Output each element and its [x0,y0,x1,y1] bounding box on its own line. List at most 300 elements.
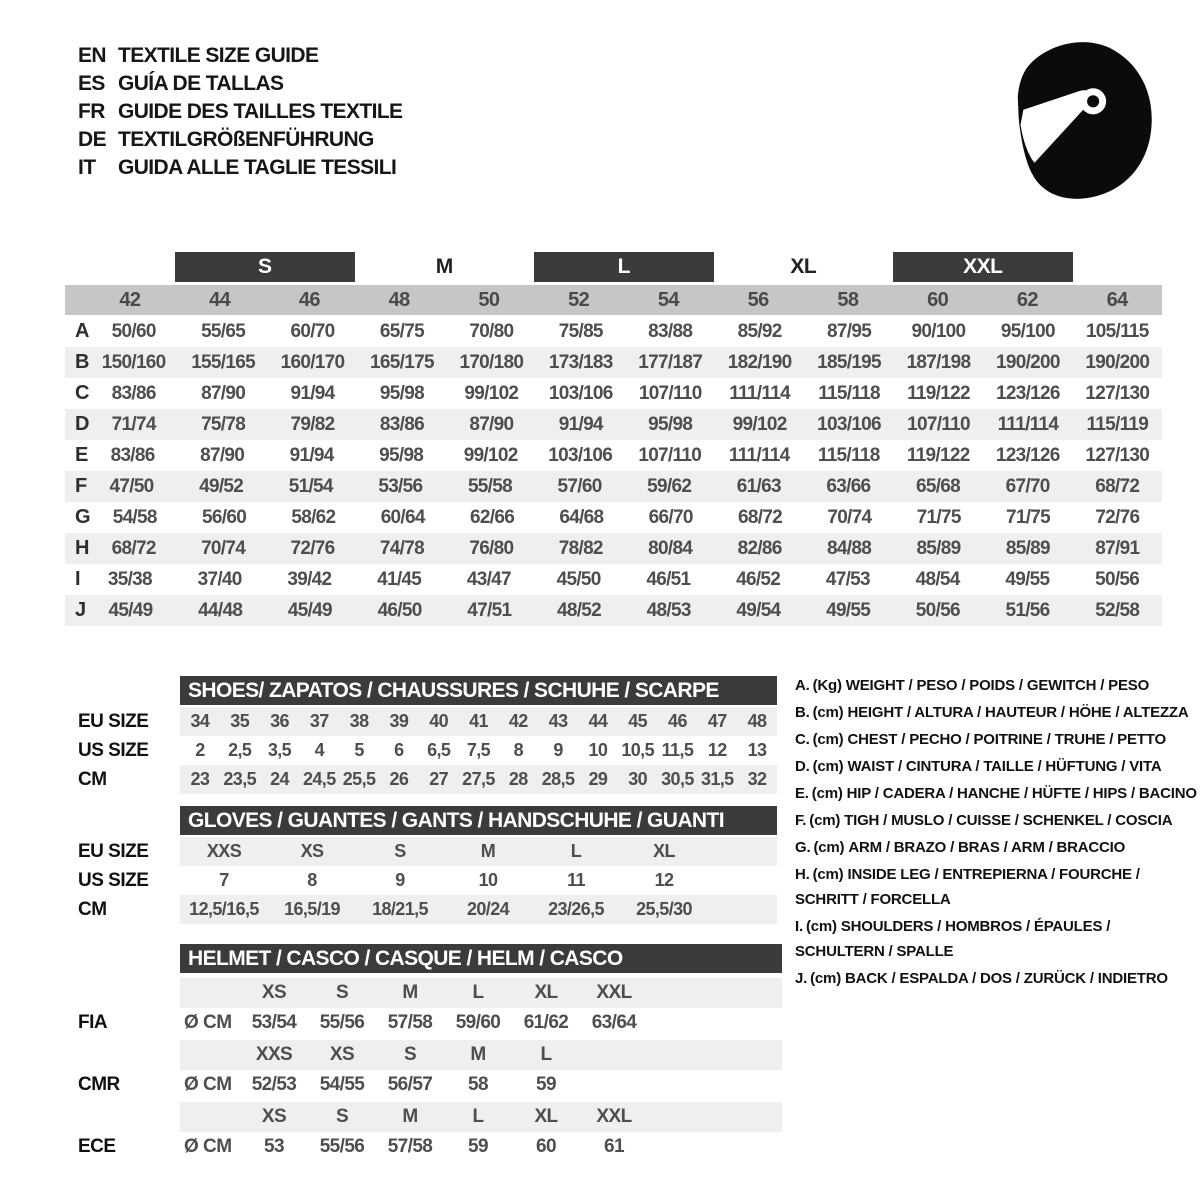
helmet-size-label: M [402,982,418,1003]
helmet-size-label: XS [261,982,287,1003]
glove-us-size: 8 [307,870,317,890]
legend-text: HEIGHT / ALTURA / HAUTEUR / HÖHE / ALTEZZA [847,704,1189,721]
size-group-xxl: XXL [893,252,1073,282]
size-cell: 71/75 [1005,506,1051,528]
size-header-cell: 58 [837,288,859,311]
size-cell: 103/106 [817,413,881,435]
helmet-ece-sizes [240,1102,648,1132]
size-cell: 46/50 [377,599,422,621]
glove-cm-size: 25,5/30 [636,899,692,919]
size-cell: 60/64 [380,506,425,528]
glove-us-size: 10 [478,870,498,890]
helmet-cmr-sizes [240,1040,580,1070]
size-cell: 173/183 [548,351,613,373]
size-cell: 182/190 [727,351,792,373]
legend-item [795,835,1200,860]
shoe-cm-size: 24 [270,769,289,789]
glove-cm-size: 16,5/19 [284,899,340,919]
shoe-us-size: 2 [195,740,205,760]
size-cell: 103/106 [548,444,613,466]
size-cell: 45/49 [108,599,153,621]
size-cell: 46/52 [736,568,781,590]
language-title: GUÍA DE TALLAS [118,72,284,95]
legend-text: INSIDE LEG / ENTREPIERNA / FOURCHE / [847,866,1140,883]
shoe-cm-size: 29 [588,769,608,789]
legend-unit: (cm) [812,866,844,883]
shoe-cm-size: 31,5 [700,769,734,789]
size-cell: 127/130 [1085,382,1150,404]
size-cell: 43/47 [466,568,511,590]
glove-eu-size: L [570,841,582,861]
size-cell: 95/98 [648,413,693,435]
size-cell: 83/86 [110,444,155,466]
shoe-eu-size: 35 [230,711,250,731]
size-group-spacer [65,252,175,282]
size-table-body [65,316,1162,626]
legend-unit: (cm) [812,704,844,721]
legend-key: G. [795,839,811,856]
legend-unit: (cm) [812,758,844,775]
helmet-size-value: 63/64 [591,1012,637,1033]
shoe-cm-size: 30,5 [661,769,694,789]
language-title: GUIDA ALLE TAGLIE TESSILI [118,156,397,179]
helmet-size-value: 55/56 [319,1136,365,1157]
row-letter: I [75,568,81,590]
size-cell: 51/54 [288,475,333,497]
size-cell: 68/72 [1095,475,1140,497]
language-row [78,70,402,98]
helmet-size-value: 53/54 [251,1012,297,1033]
size-cell: 50/60 [111,320,156,342]
legend-item [795,700,1200,725]
shoe-cm-size: 23,5 [223,769,257,789]
helmet-ece-values-row [180,1132,782,1162]
size-cell: 155/165 [191,351,255,373]
size-cell: 46/51 [646,568,691,590]
size-cell: 59/62 [647,475,692,497]
size-cell: 35/38 [107,568,152,590]
helmet-size-value: 58 [468,1074,488,1095]
helmet-fia-values-row [180,1008,782,1038]
size-cell: 70/74 [201,537,246,559]
helmet-cmr-sizes-row [180,1040,782,1070]
shoe-eu-size: 36 [270,711,289,731]
language-code: IT [78,156,96,179]
size-cell: 83/86 [111,382,156,404]
size-cell: 111/114 [997,413,1059,435]
table-row [65,409,1162,440]
size-cell: 65/68 [915,475,961,497]
shoe-cm-size: 26 [389,769,409,789]
legend-key: A. [795,677,810,694]
size-cell: 119/122 [907,382,970,404]
gloves-eu-row [180,837,777,866]
gloves-us-size-label: US SIZE [78,869,149,891]
language-code: ES [78,72,105,95]
row-letter: D [75,413,89,435]
language-row [78,126,402,154]
helmet-size-label: XS [261,1106,287,1127]
helmet-size-value: 61/62 [523,1012,569,1033]
size-group-spacer [1073,252,1163,282]
size-cell: 71/75 [916,506,961,528]
size-cell: 53/56 [378,475,423,497]
size-cell: 160/170 [280,351,345,373]
helmet-size-value: 59 [468,1136,488,1157]
size-cell: 78/82 [558,537,603,559]
glove-cm-size: 20/24 [466,899,510,919]
size-cell: 187/198 [906,351,971,373]
shoes-us-size-label: US SIZE [78,739,149,761]
helmet-section-header: HELMET / CASCO / CASQUE / HELM / CASCO [180,944,782,973]
helmet-size-label: L [472,1106,484,1127]
glove-us-size: 7 [219,870,229,890]
helmet-size-label: M [402,1106,418,1127]
textile-size-table [65,252,1162,626]
helmet-size-value: 60 [536,1136,556,1157]
size-cell: 67/70 [1005,475,1050,497]
size-cell: 95/98 [379,382,424,404]
size-cell: 72/76 [1095,506,1140,528]
size-cell: 123/126 [995,444,1060,466]
size-cell: 66/70 [648,506,693,528]
shoe-eu-size: 34 [190,711,210,731]
measurement-legend [795,673,1200,993]
helmet-size-label: XXS [255,1044,293,1065]
legend-item [795,673,1200,698]
size-cell: 107/110 [907,413,970,435]
shoe-cm-size: 28 [508,769,528,789]
table-row [65,533,1162,564]
legend-item [795,727,1200,752]
shoe-us-size: 2,5 [228,740,252,760]
language-row [78,42,402,70]
language-title: GUIDE DES TAILLES TEXTILE [118,100,403,123]
size-cell: 107/110 [638,444,702,466]
size-cell: 58/62 [291,506,336,528]
size-cell: 82/86 [737,537,782,559]
shoe-us-size: 8 [513,740,523,760]
size-cell: 61/63 [736,475,781,497]
size-cell: 190/200 [1085,351,1150,373]
size-header-cell: 44 [209,288,231,311]
size-cell: 119/122 [906,444,970,466]
size-cell: 60/70 [290,320,335,342]
size-cell: 80/84 [648,537,693,559]
glove-eu-size: M [480,841,496,861]
size-cell: 75/85 [558,320,603,342]
glove-cm-size: 18/21,5 [372,899,428,919]
helmet-size-label: L [472,982,484,1003]
legend-text-line2: SCHULTERN / SPALLE [795,943,954,960]
size-cell: 185/195 [817,351,881,373]
legend-unit: (cm) [812,731,844,748]
size-header-cell: 54 [657,288,679,311]
shoes-section-header: SHOES/ ZAPATOS / CHAUSSURES / SCHUHE / SCARPE [180,676,777,705]
size-cell: 44/48 [198,599,243,621]
size-cell: 68/72 [111,537,156,559]
size-cell: 111/114 [728,444,790,466]
size-header-cells [85,285,1162,315]
shoe-eu-size: 37 [309,711,329,731]
helmet-size-label: XXL [596,982,632,1003]
size-header-cell: 64 [1106,288,1128,311]
shoe-us-size: 3,5 [267,740,292,760]
size-cell: 68/72 [738,506,783,528]
legend-text: SHOULDERS / HOMBROS / ÉPAULES / [840,918,1111,935]
gloves-section-header: GLOVES / GUANTES / GANTS / HANDSCHUHE / GUANTI [180,806,777,835]
size-header-cell: 48 [388,288,410,311]
table-row [65,564,1162,595]
glove-eu-size: XL [653,841,675,861]
helmet-ece-values [240,1132,648,1162]
glove-cm-size: 12,5/16,5 [189,899,259,919]
size-cell: 63/66 [826,475,871,497]
row-letter: F [75,475,87,497]
size-cell: 115/119 [1086,413,1149,435]
size-cell: 85/89 [916,537,961,559]
language-title: TEXTILE SIZE GUIDE [118,44,319,67]
size-cell: 47/50 [109,475,154,497]
gloves-cm-row [180,895,777,924]
helmet-cmr-values-row [180,1070,782,1100]
legend-unit: (cm) [805,918,837,935]
size-cell: 190/200 [995,351,1060,373]
shoes-cm-row [180,765,777,794]
shoe-us-size: 6 [394,740,404,760]
legend-key: F. [795,812,807,829]
racing-helmet-icon [972,26,1164,212]
size-cell: 87/90 [201,382,246,404]
size-cell: 76/80 [469,537,514,559]
size-cell: 47/51 [467,599,512,621]
size-cell: 64/68 [559,506,604,528]
size-cell: 91/94 [290,382,335,404]
language-row [78,154,402,182]
size-group-m: M [435,255,453,278]
helmet-size-value: 54/55 [319,1074,365,1095]
shoe-eu-size: 45 [628,711,648,731]
size-cell: 99/102 [464,382,519,404]
shoe-cm-size: 32 [747,769,767,789]
table-row [65,347,1162,378]
legend-text-line2: SCHRITT / FORCELLA [795,891,951,908]
size-cell: 57/60 [557,475,602,497]
helmet-size-value: 57/58 [387,1012,433,1033]
legend-unit: (cm) [813,839,845,856]
diameter-cm-label: Ø CM [184,1074,232,1095]
helmet-size-label: M [470,1044,486,1065]
size-cell: 87/91 [1095,537,1140,559]
size-cell: 95/98 [379,444,424,466]
language-code: DE [78,128,106,151]
legend-unit: (cm) [810,970,841,987]
gloves-eu-size-label: EU SIZE [78,840,149,862]
table-row [65,440,1162,471]
table-row [65,378,1162,409]
size-cell: 84/88 [827,537,872,559]
legend-item [795,754,1200,779]
size-cell: 49/54 [736,599,781,621]
glove-eu-size: S [394,841,406,861]
row-letter: B [75,351,89,373]
size-cell: 111/114 [729,382,790,404]
shoe-us-size: 13 [747,740,767,760]
helmet-size-value: 59 [536,1074,556,1095]
ece-standard-label: ECE [78,1136,116,1157]
helmet-size-label: XXL [596,1106,632,1127]
glove-us-size: 12 [654,870,674,890]
shoe-us-size: 4 [314,740,324,760]
size-cell: 87/90 [469,413,514,435]
size-cell: 105/115 [1085,320,1149,342]
legend-text: BACK / ESPALDA / DOS / ZURÜCK / INDIETRO [845,970,1168,987]
size-cell: 45/49 [287,599,332,621]
legend-item [795,914,1200,964]
legend-text: TIGH / MUSLO / CUISSE / SCHENKEL / COSCIA [844,812,1173,829]
legend-item [795,862,1200,912]
helmet-size-label: XS [329,1044,355,1065]
shoe-us-size: 6,5 [427,740,451,760]
size-header-cell: 56 [747,288,769,311]
size-cell: 74/78 [379,537,424,559]
shoe-us-size: 10,5 [621,740,654,760]
size-cell: 72/76 [290,537,335,559]
legend-item [795,781,1200,806]
shoe-cm-size: 24,5 [302,769,336,789]
shoes-cm-label: CM [78,768,107,790]
shoe-eu-size: 41 [469,711,488,731]
helmet-size-label: S [403,1044,417,1065]
table-row [65,316,1162,347]
size-cell: 177/187 [638,351,703,373]
size-cell: 107/110 [638,382,702,404]
helmet-size-value: 61 [604,1136,624,1157]
fia-standard-label: FIA [78,1012,108,1033]
size-cell: 87/90 [200,444,245,466]
size-cell: 55/65 [201,320,246,342]
shoe-eu-size: 47 [707,711,727,731]
language-list [78,42,402,182]
size-cell: 51/56 [1005,599,1050,621]
legend-text: ARM / BRAZO / BRAS / ARM / BRACCIO [848,839,1126,856]
size-cell: 170/180 [459,351,524,373]
row-letter: E [75,444,88,466]
shoe-eu-size: 42 [508,711,528,731]
size-cell: 47/53 [825,568,870,590]
size-cell: 123/126 [995,382,1060,404]
size-cell: 91/94 [289,444,334,466]
cmr-standard-label: CMR [78,1074,120,1095]
shoe-cm-size: 23 [190,769,210,789]
gloves-cm-label: CM [78,898,107,920]
size-cell: 85/92 [737,320,782,342]
size-cell: 50/56 [915,599,960,621]
legend-key: B. [795,704,810,721]
size-cell: 48/52 [556,599,602,621]
legend-unit: (cm) [809,812,841,829]
shoe-eu-size: 46 [668,711,687,731]
size-cell: 83/88 [648,320,693,342]
shoe-cm-size: 27,5 [462,769,495,789]
shoe-us-size: 5 [354,740,364,760]
helmet-size-label: L [540,1044,552,1065]
legend-unit: (Kg) [812,677,842,694]
size-cell: 49/52 [199,475,244,497]
legend-text: WAIST / CINTURA / TAILLE / HÜFTUNG / VITA [847,758,1162,775]
size-cell: 50/56 [1095,568,1140,590]
shoe-eu-size: 48 [747,711,767,731]
size-header-cell: 50 [478,288,500,311]
size-cell: 56/60 [202,506,247,528]
size-cell: 115/118 [818,382,880,404]
size-cell: 52/58 [1095,599,1140,621]
size-header-cell: 46 [298,288,320,311]
size-group-s: S [175,252,355,282]
size-cell: 49/55 [1005,568,1050,590]
size-cell: 48/54 [915,568,960,590]
row-letter: J [75,599,86,621]
size-cell: 62/66 [470,506,515,528]
shoe-eu-size: 44 [588,711,608,731]
diameter-cm-label: Ø CM [184,1136,232,1157]
language-row [78,98,402,126]
glove-eu-size: XXS [206,841,242,861]
row-letter: A [75,320,89,342]
glove-us-size: 9 [395,870,405,890]
helmet-size-value: 59/60 [455,1012,501,1033]
shoes-eu-row [180,707,777,736]
legend-key: C. [795,731,810,748]
size-header-cell: 60 [927,288,949,311]
size-cell: 70/74 [827,506,872,528]
legend-item [795,808,1200,833]
size-cell: 165/175 [370,351,434,373]
language-title: TEXTILGRÖßENFÜHRUNG [118,128,374,151]
legend-unit: (cm) [811,785,843,802]
size-header-row [65,285,1162,315]
shoe-us-size: 7,5 [466,740,491,760]
shoe-us-size: 11,5 [661,740,694,760]
shoe-eu-size: 43 [548,711,568,731]
legend-key: D. [795,758,810,775]
helmet-size-value: 53 [264,1136,284,1157]
shoes-eu-size-label: EU SIZE [78,710,149,732]
helmet-size-label: XL [534,982,558,1003]
size-cell: 70/80 [469,320,514,342]
row-letter: C [75,382,89,404]
size-cell: 55/58 [467,475,512,497]
glove-eu-size: XS [300,841,324,861]
size-cell: 115/118 [817,444,880,466]
legend-text: CHEST / PECHO / POITRINE / TRUHE / PETTO [847,731,1166,748]
size-cell: 39/42 [287,568,332,590]
shoe-cm-size: 27 [429,769,449,789]
legend-item [795,966,1200,991]
size-cell: 91/94 [558,413,603,435]
size-cell: 54/58 [112,506,157,528]
language-code: FR [78,100,105,123]
helmet-fia-sizes [240,978,648,1008]
helmet-fia-values [240,1008,648,1038]
size-cell: 71/74 [111,413,156,435]
helmet-cmr-values [240,1070,580,1100]
shoe-us-size: 9 [553,740,563,760]
table-row [65,471,1162,502]
shoe-us-size: 10 [588,740,608,760]
size-group-xl: XL [790,255,817,278]
size-header-cell: 42 [119,288,141,311]
